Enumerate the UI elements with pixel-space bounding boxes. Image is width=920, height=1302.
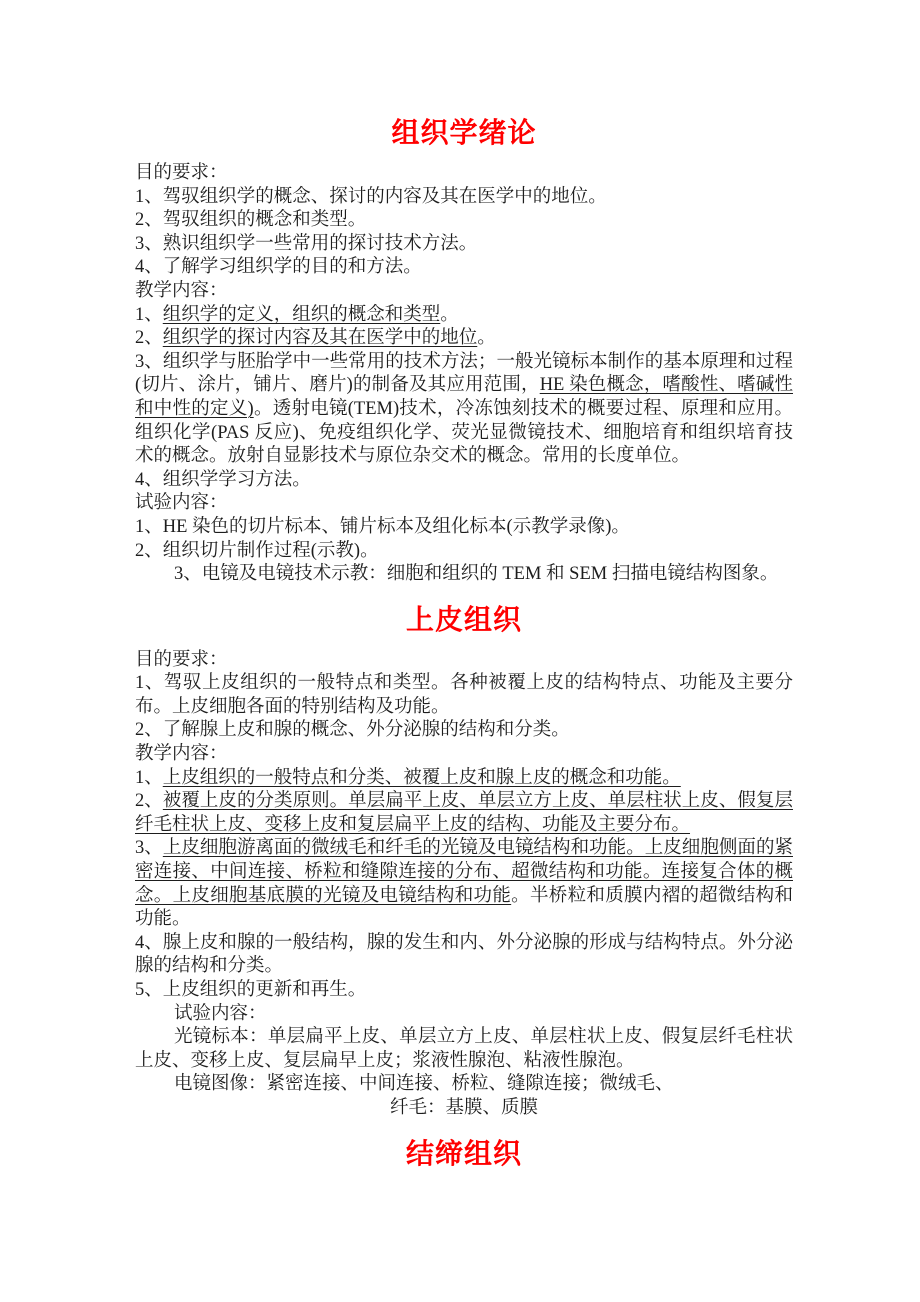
- text-run: 2、: [135, 791, 163, 812]
- paragraph: [135, 256, 793, 280]
- text-run: 2、了解腺上皮和腺的概念、外分泌腺的结构和分类。: [135, 720, 570, 741]
- paragraph: [135, 162, 793, 186]
- document-content: [135, 114, 793, 1175]
- paragraph: [135, 649, 793, 673]
- paragraph: [135, 540, 793, 564]
- text-run: 。: [477, 328, 496, 349]
- section-title: 组织学绪论: [391, 118, 537, 149]
- text-run: 1、: [135, 767, 163, 788]
- text-run: 3、熟识组织学一些常用的探讨技术方法。: [135, 233, 478, 254]
- paragraph: [135, 719, 793, 743]
- paragraph: [135, 492, 793, 516]
- paragraph: [135, 790, 793, 837]
- text-run: 2、驾驭组织的概念和类型。: [135, 210, 367, 231]
- text-run: 4、组织学学习方法。: [135, 469, 311, 490]
- paragraph: [135, 1073, 793, 1097]
- text-run: 2、组织切片制作过程(示教)。: [135, 540, 379, 561]
- text-run: 目的要求：: [135, 163, 228, 183]
- paragraph: [135, 1097, 793, 1121]
- text-run: 光镜标本：单层扁平上皮、单层立方上皮、单层柱状上皮、假复层纤毛柱状上皮、变移上皮、复层扁早上皮；浆液性腺泡、粘液性腺泡。: [135, 1027, 793, 1071]
- paragraph: [135, 469, 793, 493]
- text-run: 教学内容：: [135, 744, 228, 765]
- paragraph: [135, 1003, 793, 1027]
- text-run: 。: [440, 304, 459, 325]
- text-run: 。透射电镜(TEM)技术，冷冻蚀刻技术的概要过程、原理和应用。组织化学(PAS 反应)、免疫组织化学、荧光显微镜技术、细胞培育和组织培育技术的概念。放射自显影技术与原位杂交术的概念。常用的长度单位。: [135, 398, 793, 467]
- text-run: 教学内容：: [135, 280, 228, 301]
- text-run: 1、驾驭上皮组织的一般特点和类型。各种被覆上皮的结构特点、功能及主要分布。上皮细胞各面的特别结构及功能。: [135, 673, 793, 717]
- underlined-text: 被覆上皮的分类原则。单层扁平上皮、单层立方上皮、单层柱状上皮、假复层纤毛柱状上皮、变移上皮和复层扁平上皮的结构、功能及主要分布。: [135, 791, 793, 835]
- text-run: 电镜图像：紧密连接、中间连接、桥粒、缝隙连接；微绒毛、: [174, 1074, 674, 1095]
- paragraph: [135, 280, 793, 304]
- paragraph: [135, 233, 793, 257]
- text-run: 3、组织学与胚胎学中一些常用的技术方法；一般光镜标本制作的基本原理和过程(切片、涂片，铺片、磨片)的制备及其应用范围，: [135, 351, 793, 396]
- text-run: 4、了解学习组织学的目的和方法。: [135, 257, 422, 278]
- text-run: 1、: [135, 304, 163, 325]
- text-run: 3、电镜及电镜技术示教：细胞和组织的 TEM 和 SEM 扫描电镜结构图象。: [174, 564, 779, 585]
- underlined-text: 组织学的探讨内容及其在医学中的地位: [162, 328, 478, 349]
- text-run: 试验内容：: [174, 1003, 267, 1024]
- text-run: 5、上皮组织的更新和再生。: [135, 980, 367, 1000]
- paragraph: [135, 563, 793, 587]
- text-run: 1、HE 染色的切片标本、铺片标本及组化标本(示教学录像)。: [135, 516, 630, 537]
- text-run: 。半桥粒和质膜内褶的超微结构和功能。: [135, 885, 793, 930]
- text-run: 目的要求：: [135, 649, 228, 670]
- paragraph: [135, 767, 793, 791]
- text-run: 纤毛：基膜、质膜: [389, 1097, 538, 1118]
- underlined-text: 上皮细胞游离面的微绒毛和纤毛的光镜及电镜结构和功能。上皮细胞侧面的紧密连接、中间连接、桥粒和缝隙连接的分布、超微结构和功能。连接复合体的概念。上皮细胞基底膜的光镜及电镜结构和功能: [135, 838, 793, 906]
- paragraph: [135, 743, 793, 767]
- text-run: 3、: [135, 838, 163, 859]
- paragraph: [135, 186, 793, 210]
- section-title: 上皮组织: [405, 604, 522, 636]
- paragraph: [135, 672, 793, 719]
- paragraph: [135, 932, 793, 979]
- text-run: 试验内容：: [135, 493, 228, 514]
- paragraph: [135, 516, 793, 540]
- section-title: 结缔组织: [405, 1138, 522, 1170]
- underlined-text: 上皮组织的一般特点和分类、被覆上皮和腺上皮的概念和功能。: [162, 767, 681, 788]
- paragraph: [135, 209, 793, 233]
- text-run: 2、: [135, 328, 163, 349]
- paragraph: [135, 1026, 793, 1073]
- underlined-text: 组织学的定义，组织的概念和类型: [162, 304, 441, 325]
- paragraph: [135, 979, 793, 1003]
- paragraph: [135, 837, 793, 931]
- paragraph: [135, 351, 793, 469]
- text-run: 1、驾驭组织学的概念、探讨的内容及其在医学中的地位。: [135, 186, 607, 207]
- paragraph: [135, 327, 793, 351]
- underlined-text: HE 染色概念，嗜酸性、嗜碱性和中性的定义): [135, 375, 793, 419]
- text-run: 4、腺上皮和腺的一般结构，腺的发生和内、外分泌腺的形成与结构特点。外分泌腺的结构和分类。: [135, 932, 793, 977]
- paragraph: [135, 304, 793, 328]
